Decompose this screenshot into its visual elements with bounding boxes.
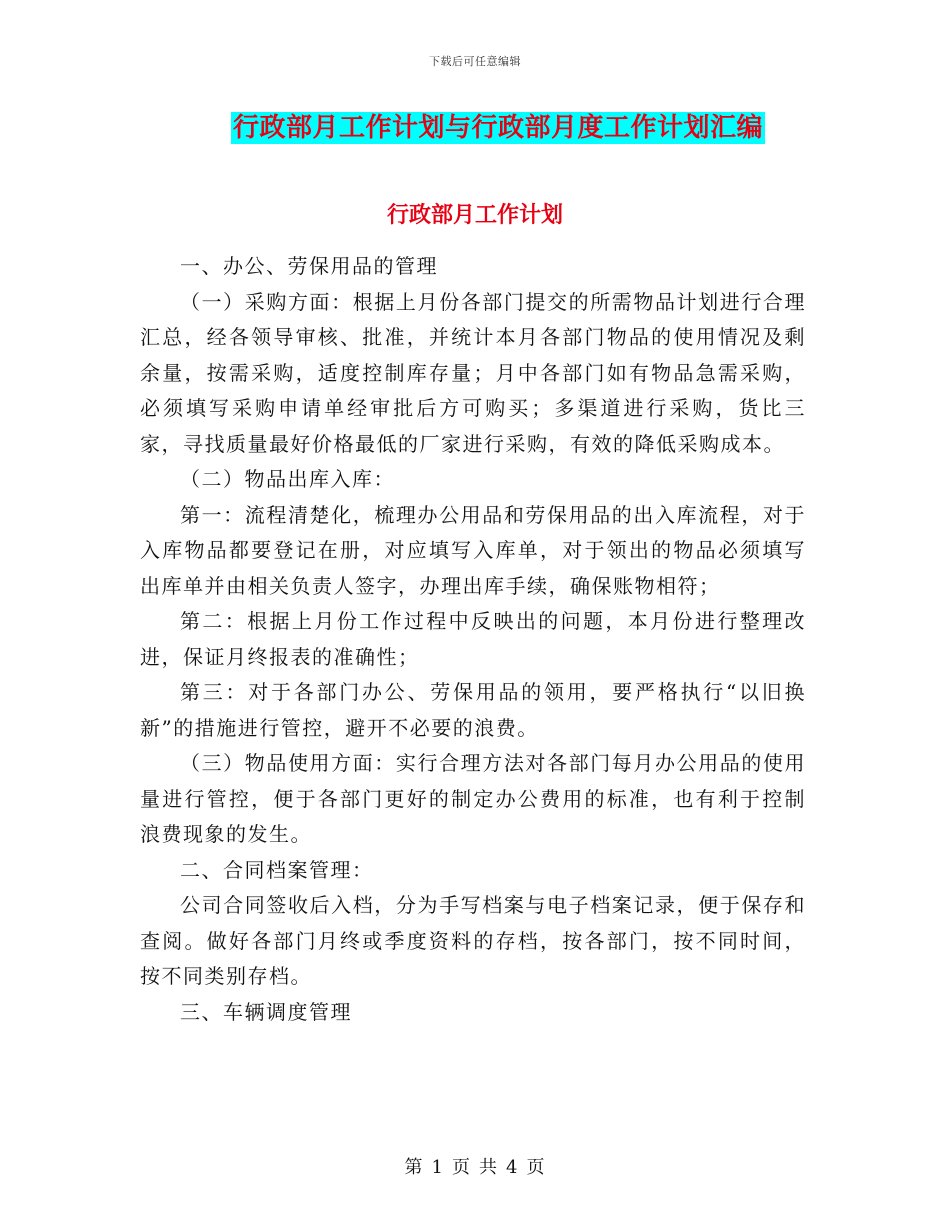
footer-mid2: 共 — [479, 1157, 498, 1178]
main-title: 行政部月工作计划与行政部月度工作计划汇编 — [232, 113, 763, 143]
paragraph-usage: （三）物品使用方面：实行合理方法对各部门每月办公用品的使用量进行管控，便于各部门更好的制定办公费用的标准，也有利于控制浪费现象的发生。 — [140, 751, 806, 846]
footer-total-pages: 4 — [506, 1157, 519, 1178]
header-note: 下载后可任意编辑 — [429, 55, 521, 68]
paragraph-contracts: 公司合同签收后入档，分为手写档案与电子档案记录，便于保存和查阅。做好各部门月终或季度资料的存档，按各部门，按不同时间，按不同类别存档。 — [140, 893, 806, 988]
section-heading-2: 二、合同档案管理： — [180, 857, 374, 882]
section-heading-1: 一、办公、劳保用品的管理 — [180, 254, 438, 278]
footer-suffix: 页 — [526, 1157, 546, 1178]
page-footer — [0, 1153, 950, 1179]
paragraph-stock-heading: （二）物品出库入库： — [180, 467, 395, 491]
footer-mid1: 页 — [452, 1157, 471, 1178]
paragraph-procurement: （一）采购方面：根据上月份各部门提交的所需物品计划进行合理汇总，经各领导审核、批准，并统计本月各部门物品的使用情况及剩余量，按需采购，适度控制库存量；月中各部门如有物品急需采购，必须填写采购申请单经审批后方可购买；多渠道进行采购，货比三家，寻找质量最好价格最低的厂家进行采购，有效的降低采购成本。 — [140, 289, 806, 456]
body-text — [140, 249, 806, 1030]
paragraph-third: 第三：对于各部门办公、劳保用品的领用，要严格执行“以旧换新”的措施进行管控，避开不必要的浪费。 — [140, 680, 806, 740]
footer-prefix: 第 — [404, 1157, 424, 1178]
sub-title: 行政部月工作计划 — [386, 202, 563, 228]
paragraph-second: 第二：根据上月份工作过程中反映出的问题，本月份进行整理改进，保证月终报表的准确性； — [140, 609, 806, 669]
main-title-wrap — [0, 112, 950, 144]
footer-current-page: 1 — [431, 1157, 444, 1178]
section-heading-3: 三、车辆调度管理 — [180, 999, 352, 1024]
paragraph-first: 第一：流程清楚化，梳理办公用品和劳保用品的出入库流程，对于入库物品都要登记在册，对应填写入库单，对于领出的物品必须填写出库单并由相关负责人签字，办理出库手续，确保账物相符； — [140, 502, 806, 598]
